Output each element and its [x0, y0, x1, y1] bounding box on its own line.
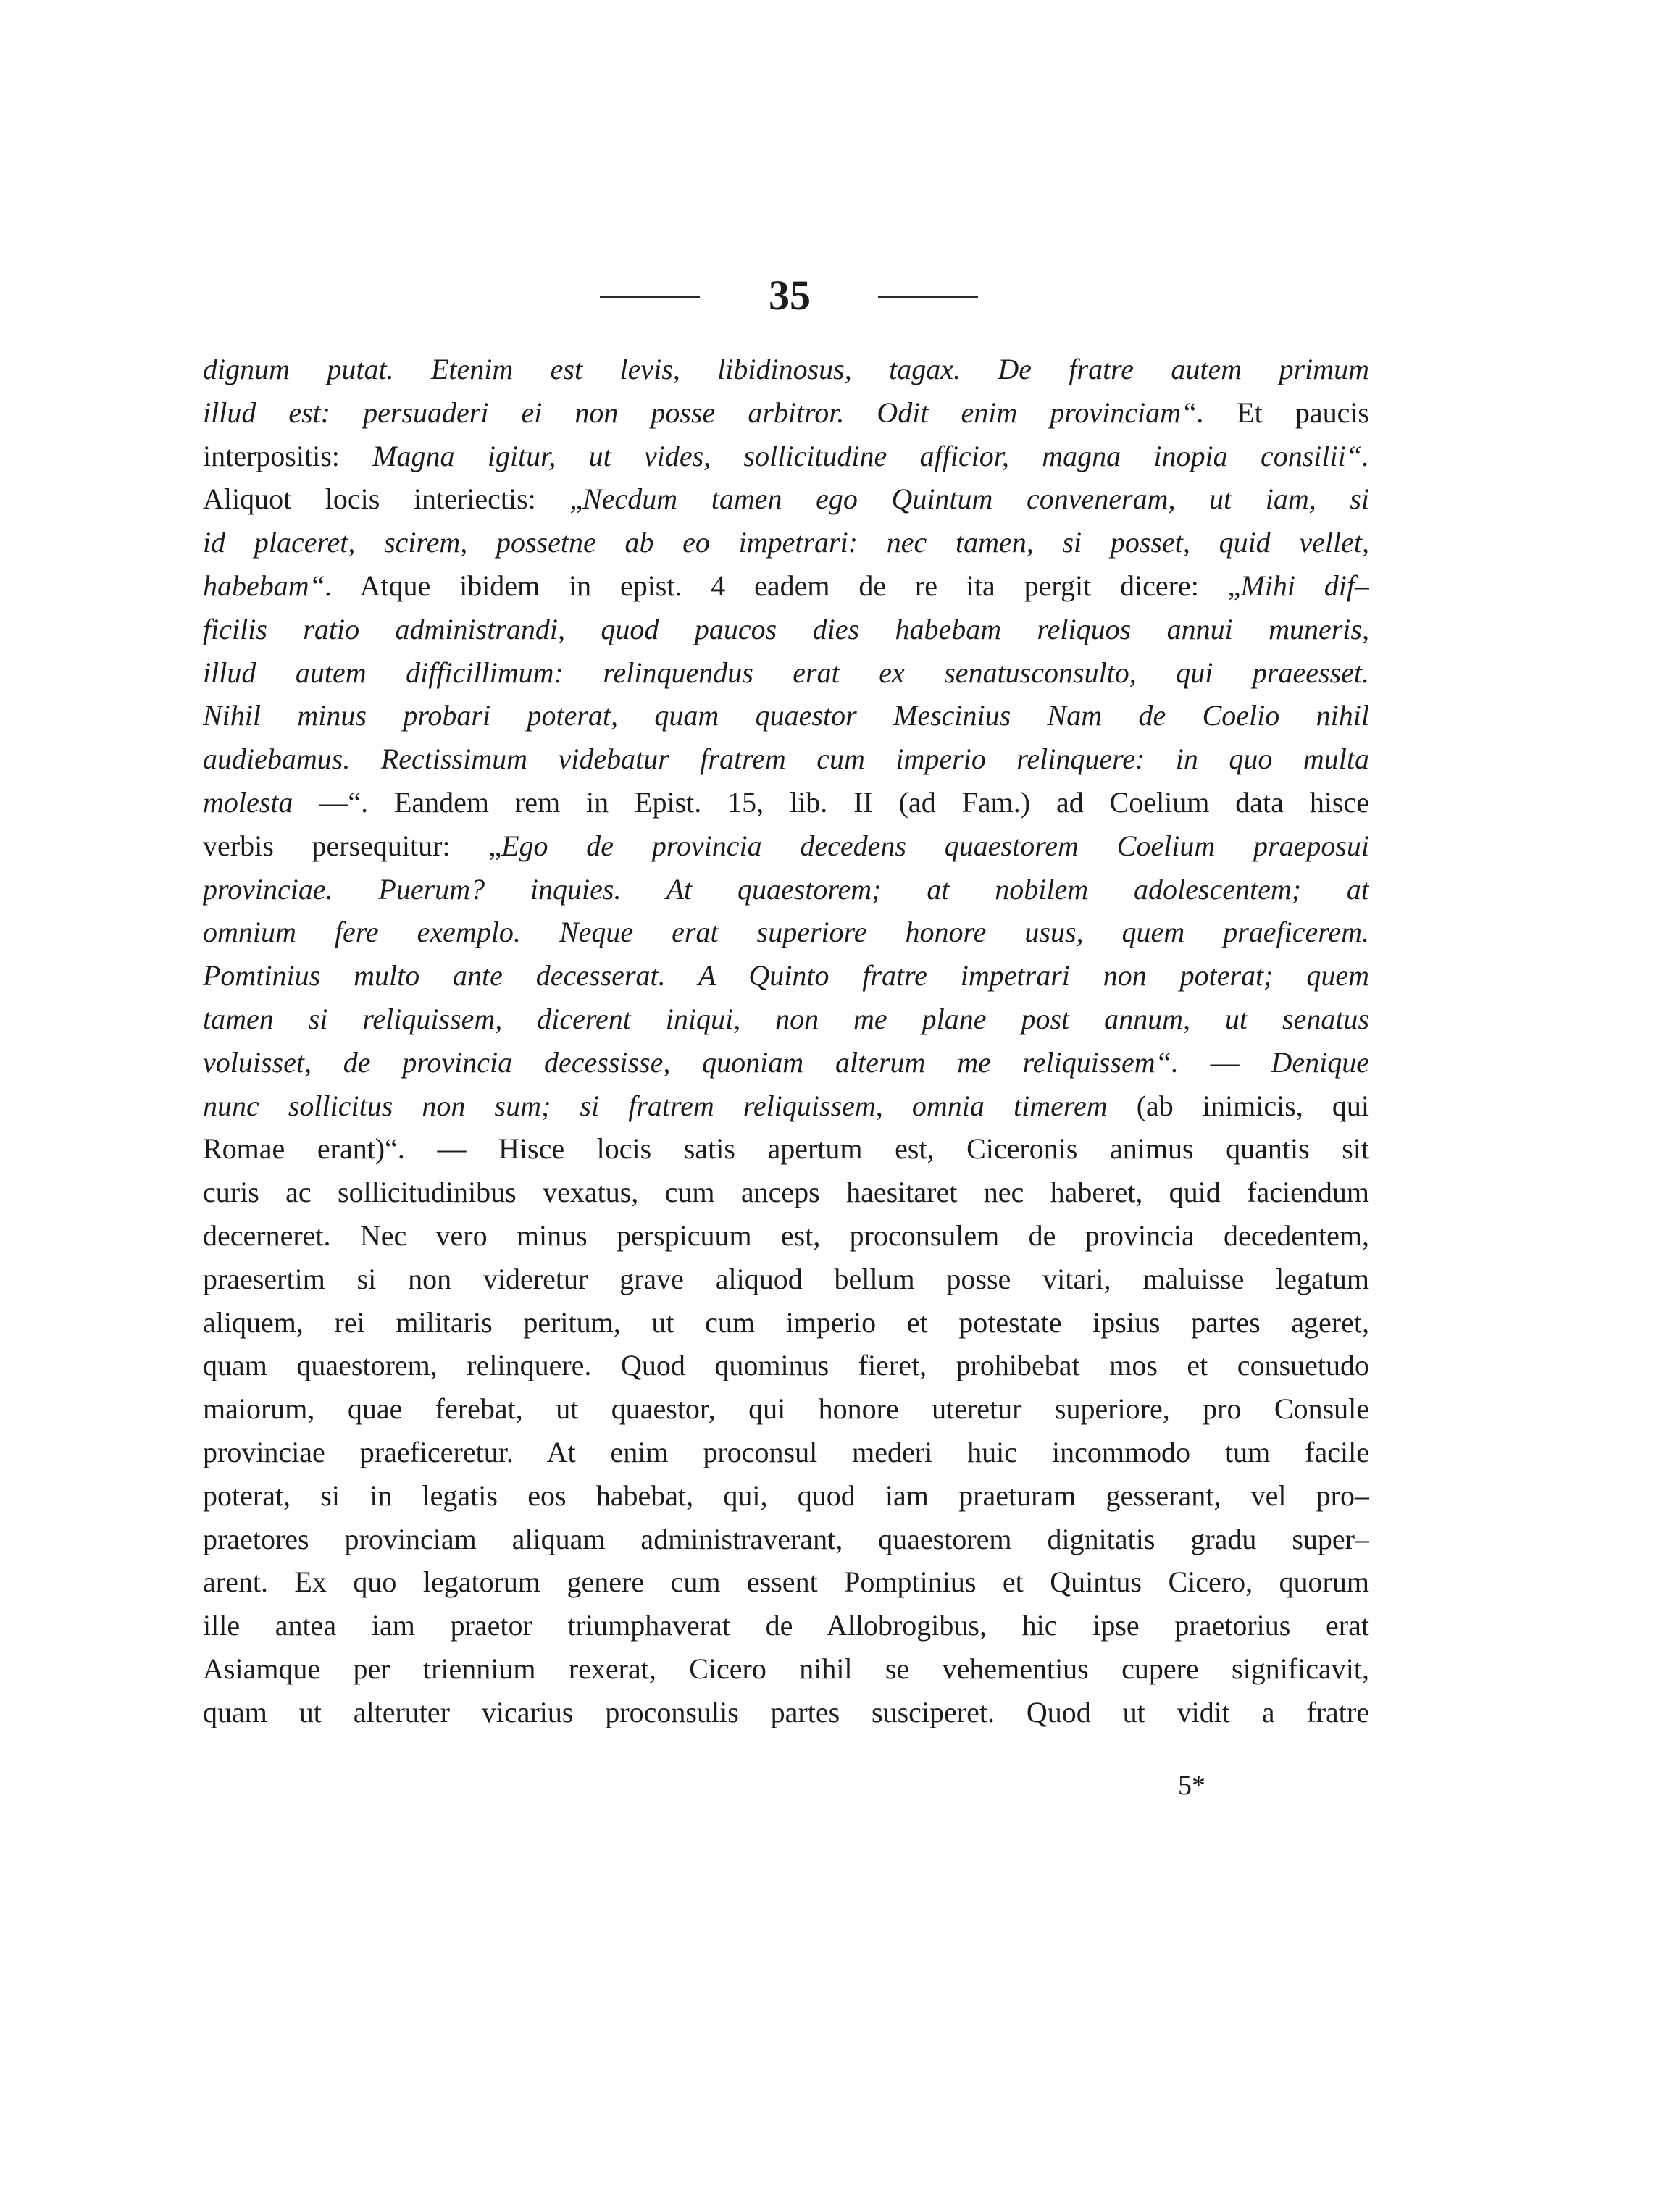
text-line	[203, 1431, 1369, 1474]
text-line	[203, 521, 1369, 564]
roman-text: Asiamque per triennium rexerat, Cicero nihil se vehementius cupere significavit,	[203, 1652, 1369, 1685]
italic-text: Ego de provincia decedens quaestorem Coelium praeposui	[501, 829, 1369, 862]
page-header	[0, 267, 1680, 325]
italic-text: tamen si reliquissem, dicerent iniqui, non me plane post annum, ut senatus	[203, 1002, 1369, 1035]
text-line	[203, 1127, 1369, 1171]
roman-text: —“. Eandem rem in Epist. 15, lib. II (ad Fam.) ad Coelium data hisce	[293, 785, 1369, 819]
text-line	[203, 1691, 1369, 1734]
roman-text: Romae erant)“. — Hisce locis satis apertum est, Ciceronis animus quantis sit	[203, 1132, 1369, 1166]
roman-text: maiorum, quae ferebat, ut quaestor, qui honore uteretur superiore, pro Consule	[203, 1392, 1369, 1426]
roman-text: arent. Ex quo legatorum genere cum essent Pomptinius et Quintus Cicero, quorum	[203, 1565, 1369, 1599]
text-line	[203, 1560, 1369, 1604]
text-line	[203, 608, 1369, 651]
italic-text: dignum putat. Etenim est levis, libidinosus, tagax. De fratre autem primum	[203, 353, 1369, 385]
text-line	[203, 1214, 1369, 1258]
italic-text: nunc sollicitus non sum; si fratrem reliquissem, omnia timerem	[203, 1089, 1108, 1122]
text-line	[203, 1041, 1369, 1084]
roman-text: praesertim si non videretur grave aliquod bellum posse vitari, maluisse legatum	[203, 1262, 1369, 1295]
roman-text: poterat, si in legatis eos habebat, qui, quod iam praeturam gesserant, vel pro–	[203, 1479, 1369, 1512]
text-line	[203, 998, 1369, 1041]
page-number: 35	[769, 272, 811, 319]
roman-text: aliquem, rei militaris peritum, ut cum imperio et potestate ipsius partes ageret,	[203, 1305, 1369, 1339]
italic-text: Denique	[1271, 1045, 1369, 1079]
italic-text: molesta	[203, 785, 293, 819]
roman-text: Atque ibidem in epist. 4 eadem de re ita pergit dicere: „	[332, 569, 1241, 602]
italic-text: habebam“.	[203, 569, 333, 602]
roman-text: interpositis:	[203, 439, 373, 472]
text-line	[203, 1258, 1369, 1301]
italic-text: Nihil minus probari poterat, quam quaestor Mescinius Nam de Coelio nihil	[203, 699, 1369, 732]
header-rule-right	[878, 296, 978, 298]
text-line	[203, 1084, 1369, 1128]
text-line	[203, 348, 1369, 391]
italic-text: voluisset, de provincia decessisse, quoniam alterum me reliquissem“.	[203, 1045, 1179, 1079]
header-rule-left	[600, 296, 700, 298]
italic-text: illud est: persuaderi ei non posse arbitror. Odit enim provinciam“.	[203, 396, 1205, 429]
italic-text: id placeret, scirem, possetne ab eo impetrari: nec tamen, si posset, quid vellet,	[203, 526, 1369, 559]
signature-mark: 5*	[1178, 1770, 1205, 1801]
italic-text: Necdum tamen ego Quintum conveneram, ut iam, si	[582, 482, 1369, 516]
roman-text: curis ac sollicitudinibus vexatus, cum anceps haesitaret nec haberet, quid faciendum	[203, 1176, 1369, 1209]
text-line	[203, 781, 1369, 824]
text-line	[203, 564, 1369, 608]
roman-text: quam ut alteruter vicarius proconsulis partes susciperet. Quod ut vidit a fratre	[203, 1695, 1369, 1728]
roman-text: —	[1178, 1045, 1271, 1079]
text-line	[203, 435, 1369, 478]
roman-text: ille antea iam praetor triumphaverat de Allobrogibus, hic ipse praetorius erat	[203, 1609, 1369, 1642]
roman-text: Et paucis	[1204, 396, 1369, 429]
text-line	[203, 1344, 1369, 1387]
roman-text: verbis persequitur: „	[203, 829, 502, 862]
italic-text: audiebamus. Rectissimum videbatur fratrem cum imperio relinquere: in quo multa	[203, 743, 1369, 776]
italic-text: illud autem difficillimum: relinquendus erat ex senatusconsulto, qui praeesset.	[203, 656, 1369, 689]
text-line	[203, 824, 1369, 868]
italic-text: provinciae. Puerum? inquies. At quaestorem; at nobilem adolescentem; at	[203, 872, 1369, 906]
text-line	[203, 1604, 1369, 1647]
text-line	[203, 1474, 1369, 1518]
text-line	[203, 954, 1369, 998]
text-line	[203, 694, 1369, 737]
text-line	[203, 868, 1369, 911]
italic-text: Mihi dif–	[1240, 569, 1369, 602]
text-line	[203, 911, 1369, 954]
text-line	[203, 1518, 1369, 1561]
text-line	[203, 477, 1369, 521]
text-line	[203, 1647, 1369, 1691]
roman-text: provinciae praeficeretur. At enim proconsul mederi huic incommodo tum facile	[203, 1435, 1369, 1468]
italic-text: Pomtinius multo ante decesserat. A Quinto fratre impetrari non poterat; quem	[203, 959, 1369, 992]
body-text	[203, 348, 1369, 1734]
italic-text: ficilis ratio administrandi, quod paucos dies habebam reliquos annui muneris,	[203, 612, 1369, 645]
roman-text: decerneret. Nec vero minus perspicuum est, proconsulem de provincia decedentem,	[203, 1218, 1369, 1252]
text-line	[203, 391, 1369, 435]
text-line	[203, 1171, 1369, 1214]
text-line	[203, 737, 1369, 781]
text-line	[203, 651, 1369, 695]
text-line	[203, 1387, 1369, 1431]
roman-text: praetores provinciam aliquam administraverant, quaestorem dignitatis gradu super–	[203, 1522, 1369, 1555]
italic-text: Magna igitur, ut vides, sollicitudine afficior, magna inopia consilii“.	[372, 439, 1369, 472]
roman-text: quam quaestorem, relinquere. Quod quominus fieret, prohibebat mos et consuetudo	[203, 1349, 1369, 1382]
text-line	[203, 1301, 1369, 1345]
roman-text: Aliquot locis interiectis: „	[203, 482, 583, 516]
italic-text: omnium fere exemplo. Neque erat superiore honore usus, quem praeficerem.	[203, 916, 1369, 949]
roman-text: (ab inimicis, qui	[1107, 1089, 1369, 1122]
